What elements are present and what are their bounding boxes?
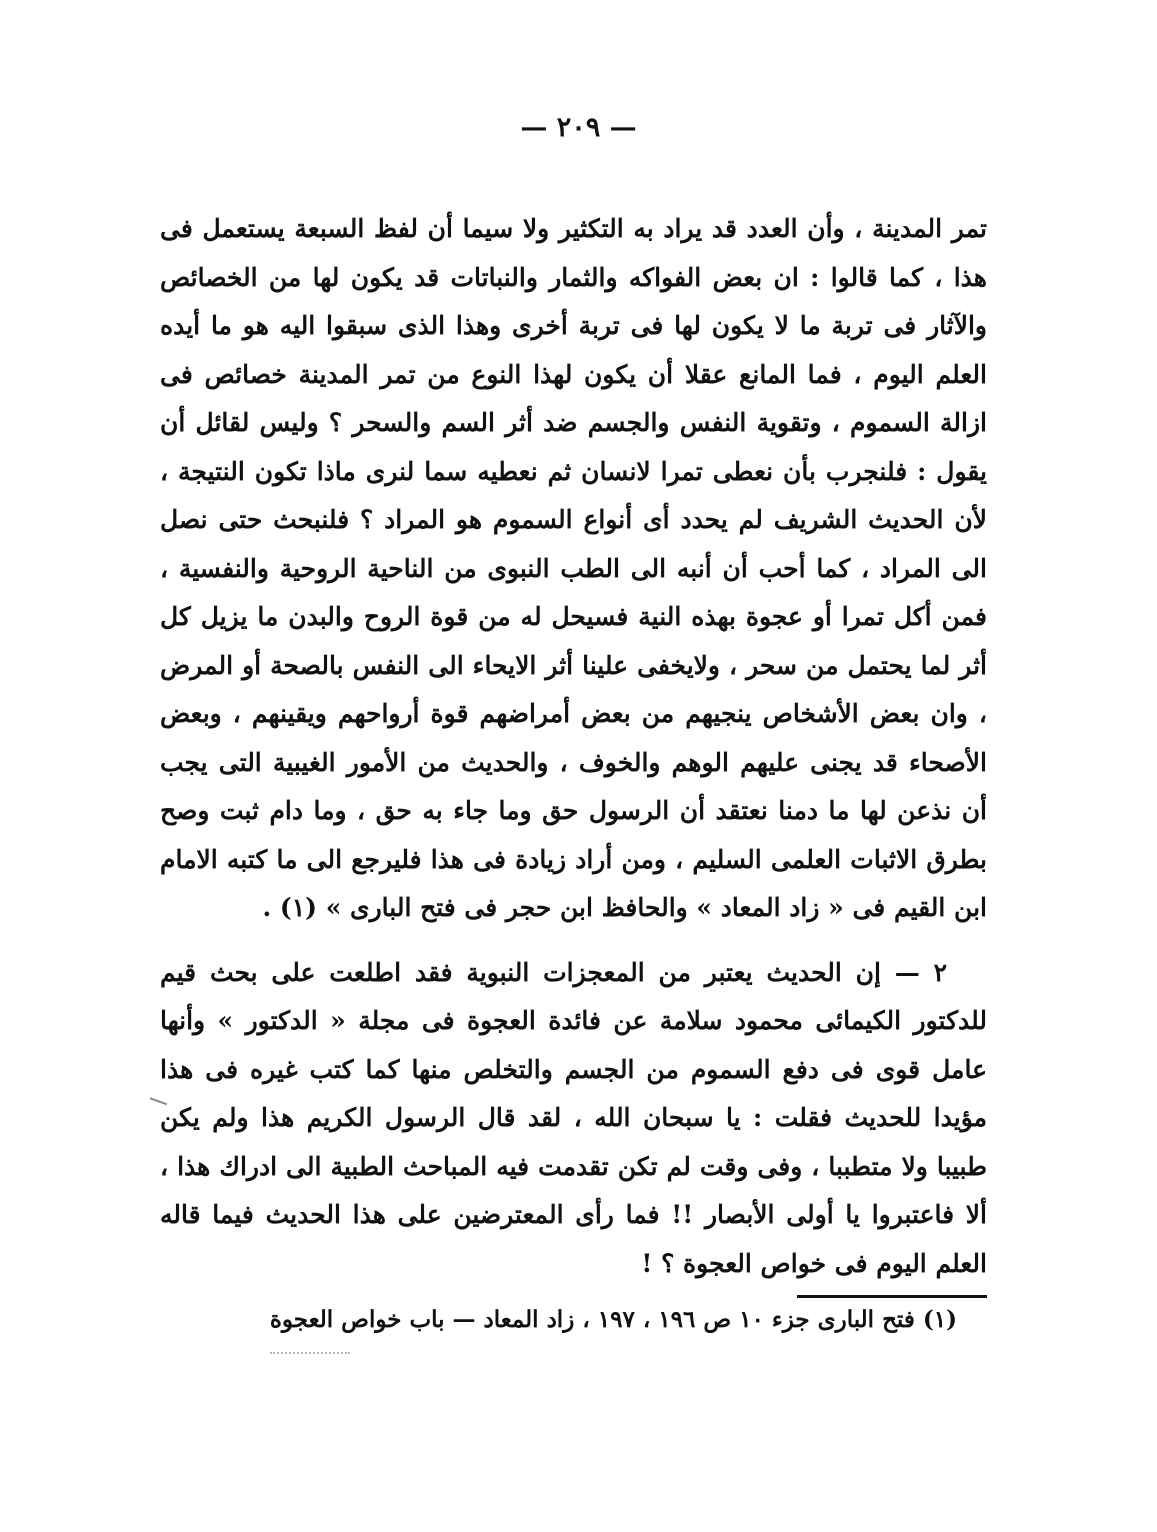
footnote: (١) فتح البارى جزء ١٠ ص ١٩٦ ، ١٩٧ ، زاد المعاد — باب خواص العجوة: [269, 1306, 957, 1333]
paragraph-1: تمر المدينة ، وأن العدد قد يراد به التكثير ولا سيما أن لفظ السبعة يستعمل فى هذا ، كما قالوا : ان بعض الفواكه والثمار والنباتات قد يكون لها من الخصائص والآثار فى تربة ما لا يكون لها فى تربة أخرى وهذا الذى سبقوا اليه هو ما أيده العلم اليوم ، فما المانع عقلا أن يكون لهذا النوع من تمر المدينة خصائص فى ازالة السموم ، وتقوية النفس والجسم ضد أثر السم والسحر ؟ وليس لقائل أن يقول : فلنجرب بأن نعطى تمرا لانسان ثم نعطيه سما لنرى ماذا تكون النتيجة ، لأن الحديث الشريف لم يحدد أى أنواع السموم هو المراد ؟ فلنبحث حتى نصل الى المراد ، كما أحب أن أنبه الى الطب النبوى من الناحية الروحية والنفسية ، فمن أكل تمرا أو عجوة بهذه النية فسيحل له من قوة الروح والبدن ما يزيل كل أثر لما يحتمل من سحر ، ولايخفى علينا أثر الايحاء الى النفس بالصحة أو المرض ، وان بعض الأشخاص ينجيهم من بعض أمراضهم قوة أرواحهم ويقينهم ، وبعض الأصحاء قد يجنى عليهم الوهم والخوف ، والحديث من الأمور الغيبية التى يجب أن نذعن لها ما دمنا نعتقد أن الرسول حق وما جاء به حق ، وما دام ثبت وصح بطرق الاثبات العلمى السليم ، ومن أراد زيادة فى هذا فليرجع الى ما كتبه الامام ابن القيم فى « زاد المعاد » والحافظ ابن حجر فى فتح البارى » (١) .: [160, 214, 987, 922]
paragraph-2: ٢ — إن الحديث يعتبر من المعجزات النبوية فقد اطلعت على بحث قيم للدكتور الكيمائى محمود سلامة عن فائدة العجوة فى مجلة « الدكتور » وأنها عامل قوى فى دفع السموم من الجسم والتخلص منها كما كتب غيره فى هذا مؤيدا للحديث فقلت : يا سبحان الله ، لقد قال الرسول الكريم هذا ولم يكن طبيبا ولا متطببا ، وفى وقت لم تكن تقدمت فيه المباحث الطبية الى ادراك هذا ، ألا فاعتبروا يا أولى الأبصار !! فما رأى المعترضين على هذا الحديث فيما قاله العلم اليوم فى خواص العجوة ؟ !: [160, 957, 987, 1278]
footnote-divider: [797, 1295, 987, 1298]
scan-specks: [270, 1352, 350, 1358]
page-number: — ٢٠٩ —: [520, 112, 637, 143]
body-text: [160, 205, 987, 1288]
